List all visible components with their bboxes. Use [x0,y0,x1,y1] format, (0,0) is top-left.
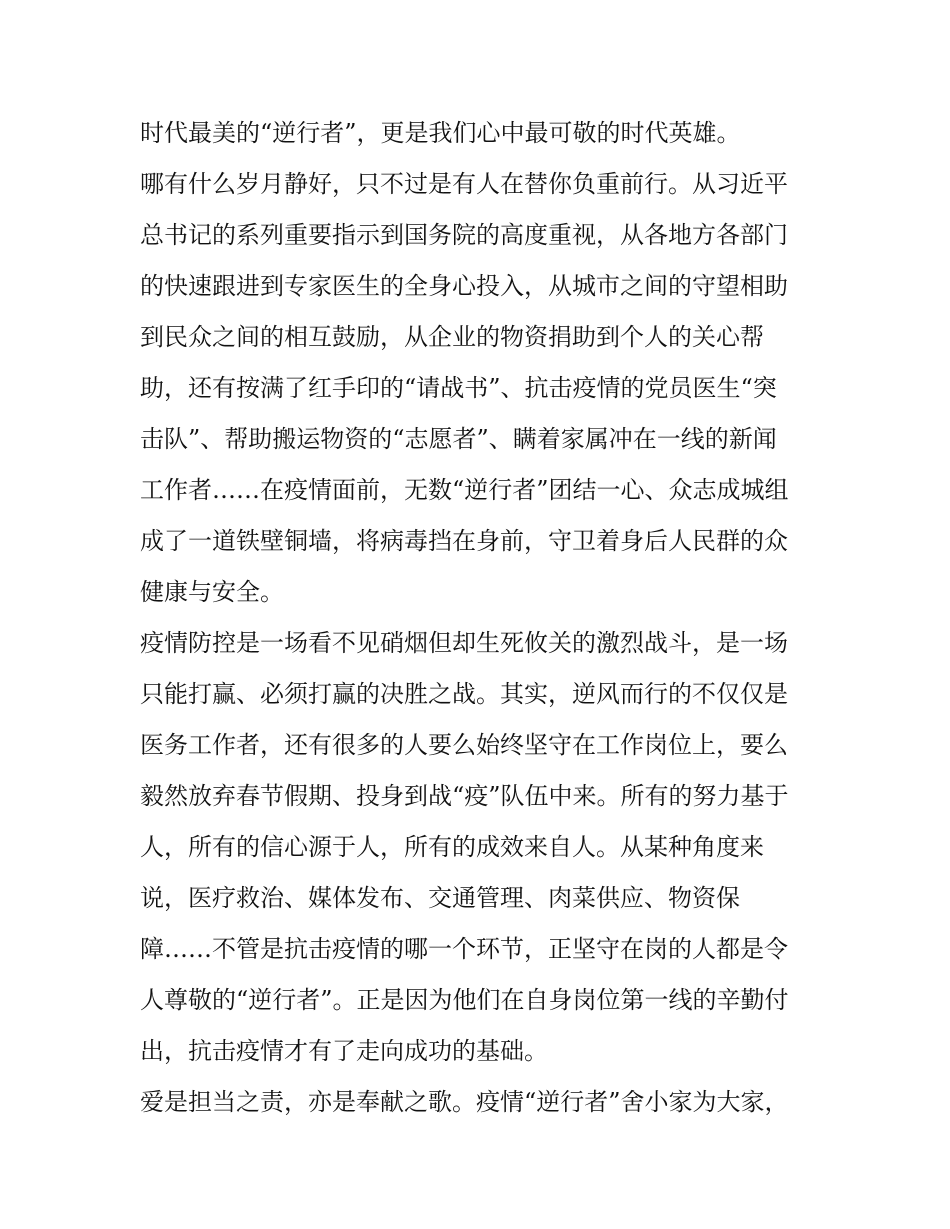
text-line: 总书记的系列重要指示到国务院的高度重视，从各地方各部门 [140,221,788,249]
text-line: 人尊敬的“逆行者”。正是因为他们在自身岗位第一线的辛勤付 [140,986,789,1014]
text-line: 哪有什么岁月静好，只不过是有人在替你负重前行。从习近平 [140,170,788,198]
text-line: 出，抗击疫情才有了走向成功的基础。 [140,1037,548,1065]
text-line: 助，还有按满了红手印的“请战书”、抗击疫情的党员医生“突 [140,374,777,402]
document-body [140,108,820,1128]
text-line: 工作者……在疫情面前，无数“逆行者”团结一心、众志成城组 [140,476,789,504]
text-line: 时代最美的“逆行者”，更是我们心中最可敬的时代英雄。 [140,119,741,147]
text-line: 击队”、帮助搬运物资的“志愿者”、瞒着家属冲在一线的新闻 [140,425,777,453]
text-line: 健康与安全。 [140,578,284,606]
text-line: 医务工作者，还有很多的人要么始终坚守在工作岗位上，要么 [140,731,788,759]
text-line: 爱是担当之责，亦是奉献之歌。疫情“逆行者”舍小家为大家， [140,1088,789,1116]
text-line: 人，所有的信心源于人，所有的成效来自人。从某种角度来 [140,833,764,861]
text-line: 障……不管是抗击疫情的哪一个环节，正坚守在岗的人都是令 [140,935,788,963]
text-line: 毅然放弃春节假期、投身到战“疫”队伍中来。所有的努力基于 [140,782,789,810]
text-line: 只能打赢、必须打赢的决胜之战。其实，逆风而行的不仅仅是 [140,680,788,708]
text-line: 成了一道铁壁铜墙，将病毒挡在身前，守卫着身后人民群的众 [140,527,788,555]
text-line: 到民众之间的相互鼓励，从企业的物资捐助到个人的关心帮 [140,323,764,351]
text-line: 疫情防控是一场看不见硝烟但却生死攸关的激烈战斗，是一场 [140,629,788,657]
text-line: 说，医疗救治、媒体发布、交通管理、肉菜供应、物资保 [140,884,740,912]
text-line: 的快速跟进到专家医生的全身心投入，从城市之间的守望相助 [140,272,788,300]
